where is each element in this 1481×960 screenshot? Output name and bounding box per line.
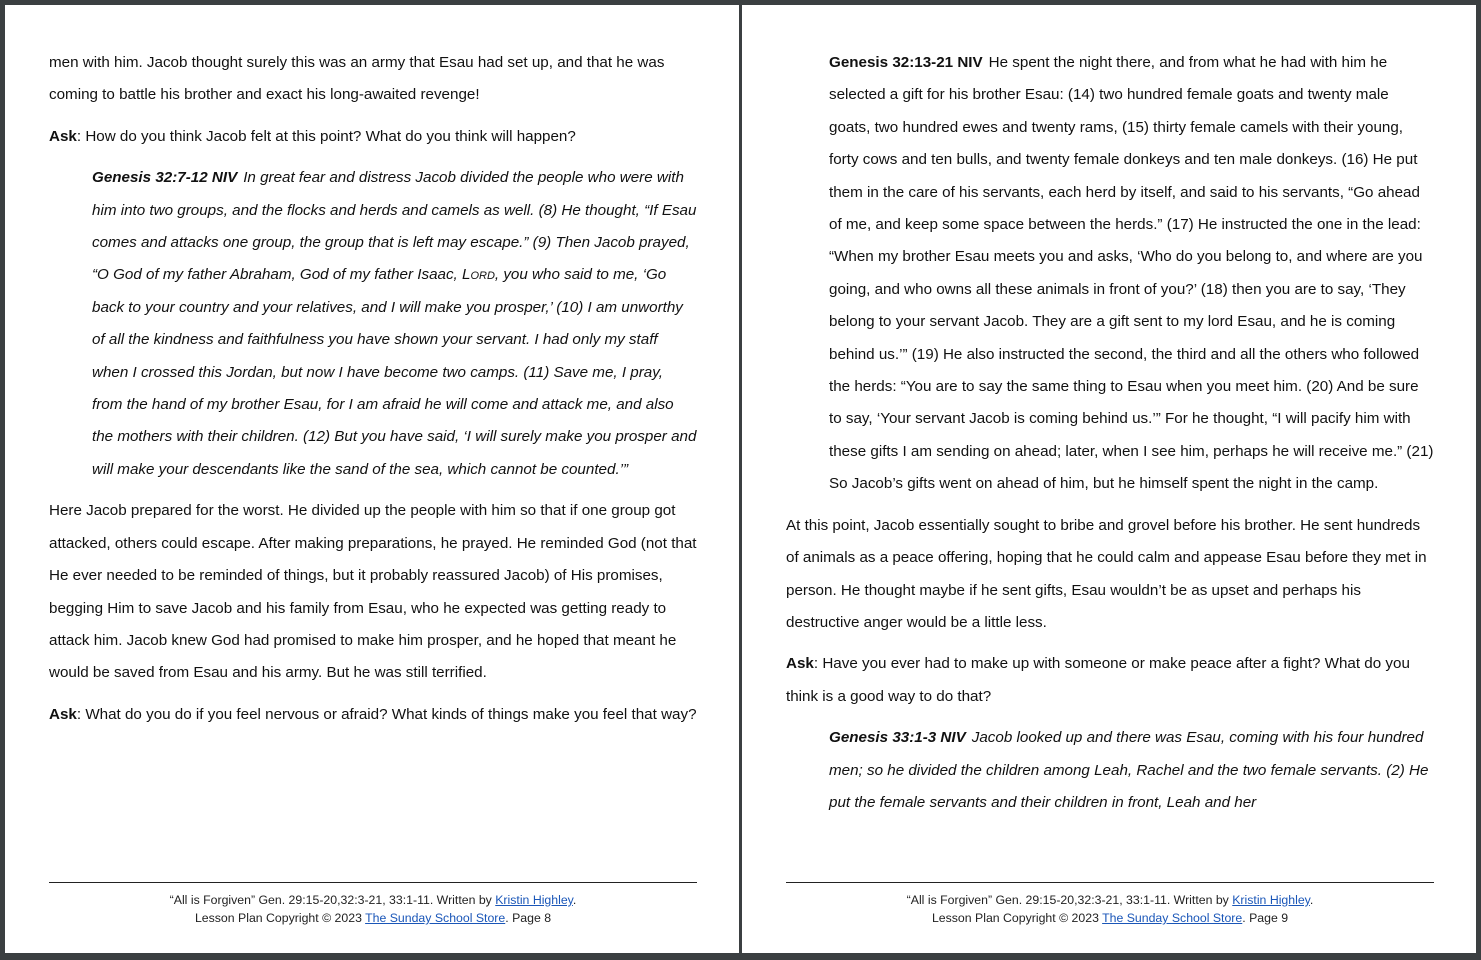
ask-label: Ask — [49, 127, 77, 145]
page-body — [786, 47, 1434, 828]
scripture-reference: Genesis 33:1-3 NIV — [829, 729, 966, 747]
paragraph — [786, 510, 1434, 640]
paragraph-text: Here Jacob prepared for the worst. He divided up the people with him so that if one group got attacked, others could escape. After making preparations, he prayed. He reminded God (not that He ever needed to be reminded of things, but it probably reassured Jacob) of His promises, begging Him to save Jacob and his family from Esau, who he expected was getting ready to attack him. Jacob knew God had promised to make him prosper, and he hoped that meant he would be saved from Esau and his army. But he was still terrified. — [49, 502, 697, 682]
ask-prompt — [49, 699, 697, 731]
scripture-lord: Lord — [462, 266, 495, 284]
scripture-text: He spent the night there, and from what he had with him he selected a gift for his brother Esau: (14) two hundred female goats and twenty male goats, two hundred ewes and twenty rams, (15) thirty female camels with their young, forty cows and ten bulls, and twenty female donkeys and ten male donkeys. (16) He put them in the care of his servants, each herd by itself, and said to his servants, “Go ahead of me, and keep some space between the herds.” (17) He instructed the one in the lead: “When my brother Esau meets you and asks, ‘Who do you belong to, and where are you going, and who owns all these animals in front of you?’ (18) then you are to say, ‘They belong to your servant Jacob. They are a gift sent to my lord Esau, and he is coming behind us.’” (19) He also instructed the second, the third and all the others who followed the herds: “You are to say the same thing to Esau when you meet him. (20) And be sure to say, ‘Your servant Jacob is coming behind us.’” For he thought, “I will pacify him with these gifts I am sending on ahead; later, when I see him, perhaps he will receive me.” (21) So Jacob’s gifts went on ahead of him, but he himself spent the night in the camp. — [829, 54, 1434, 493]
scripture-text: , you who said to me, ‘Go back to your country and your relatives, and I will make you prosper,’ (10) I am unworthy of all the kindness and faithfulness you have shown your servant. I had only my staff when I crossed this Jordan, but now I have become two camps. (11) Save me, I pray, from the hand of my brother Esau, for I am afraid he will come and attack me, and also the mothers with their children. (12) But you have said, ‘I will surely make you prosper and will make your descendants like the sand of the sea, which cannot be counted.’” — [92, 266, 697, 478]
ask-text: : What do you do if you feel nervous or afraid? What kinds of things make you feel that way? — [76, 705, 697, 723]
paragraph-text: At this point, Jacob essentially sought to bribe and grovel before his brother. He sent hundreds of animals as a peace offering, hoping that he could calm and appease Esau before they met in person. He thought maybe if he sent gifts, Esau wouldn’t be as upset and perhaps his destructive anger would be a little less. — [786, 516, 1427, 631]
footer-text: “All is Forgiven” Gen. 29:15-20,32:3-21, 33:1-11. Written by — [906, 893, 1233, 907]
scripture-text: In great fear and distress Jacob divided the people who were with him into two groups, and the flocks and herds and camels as well. (8) He thought, “If Esau comes and attacks one group, the group that is left may escape.” (9) Then Jacob prayed, “O God of my father Abraham, God of my father Isaac, — [92, 169, 697, 284]
store-link[interactable]: The Sunday School Store — [1102, 911, 1243, 925]
page-9 — [742, 5, 1476, 953]
footer-text: . — [572, 893, 577, 907]
footer-text: Lesson Plan Copyright © 2023 — [931, 911, 1103, 925]
ask-prompt — [786, 648, 1434, 713]
page-footer — [49, 882, 697, 927]
footer-line-2 — [786, 909, 1434, 927]
page-body — [49, 47, 697, 740]
author-link[interactable]: Kristin Highley — [1232, 893, 1310, 907]
ask-text: : Have you ever had to make up with someone or make peace after a fight? What do you think is a good way to do that? — [786, 655, 1410, 705]
footer-line-2 — [49, 909, 697, 927]
ask-label: Ask — [49, 705, 77, 723]
paragraph-text: men with him. Jacob thought surely this was an army that Esau had set up, and that he was coming to battle his brother and exact his long-awaited revenge! — [49, 54, 665, 104]
footer-line-1 — [786, 891, 1434, 909]
author-link[interactable]: Kristin Highley — [495, 893, 573, 907]
ask-prompt — [49, 121, 697, 153]
footer-text: “All is Forgiven” Gen. 29:15-20,32:3-21, 33:1-11. Written by — [169, 893, 496, 907]
scripture-text: Jacob looked up and there was Esau, coming with his four hundred men; so he divided the children among Leah, Rachel and the two female servants. (2) He put the female servants and their children in front, Leah and her — [829, 729, 1429, 811]
footer-line-1 — [49, 891, 697, 909]
scripture-reference: Genesis 32:7-12 NIV — [92, 169, 238, 187]
footer-text: Lesson Plan Copyright © 2023 — [194, 911, 366, 925]
page-footer — [786, 882, 1434, 927]
scripture-quote — [92, 162, 697, 486]
page-number: . Page 8 — [505, 911, 552, 925]
footer-text: . — [1309, 893, 1314, 907]
ask-text: : How do you think Jacob felt at this point? What do you think will happen? — [76, 127, 576, 145]
scripture-quote — [829, 722, 1434, 819]
page-8 — [5, 5, 739, 953]
scripture-reference: Genesis 32:13-21 NIV — [829, 54, 983, 71]
paragraph — [49, 495, 697, 689]
paragraph — [49, 47, 697, 112]
page-number: . Page 9 — [1242, 911, 1289, 925]
scripture-quote — [829, 47, 1434, 501]
store-link[interactable]: The Sunday School Store — [365, 911, 506, 925]
ask-label: Ask — [786, 655, 814, 673]
